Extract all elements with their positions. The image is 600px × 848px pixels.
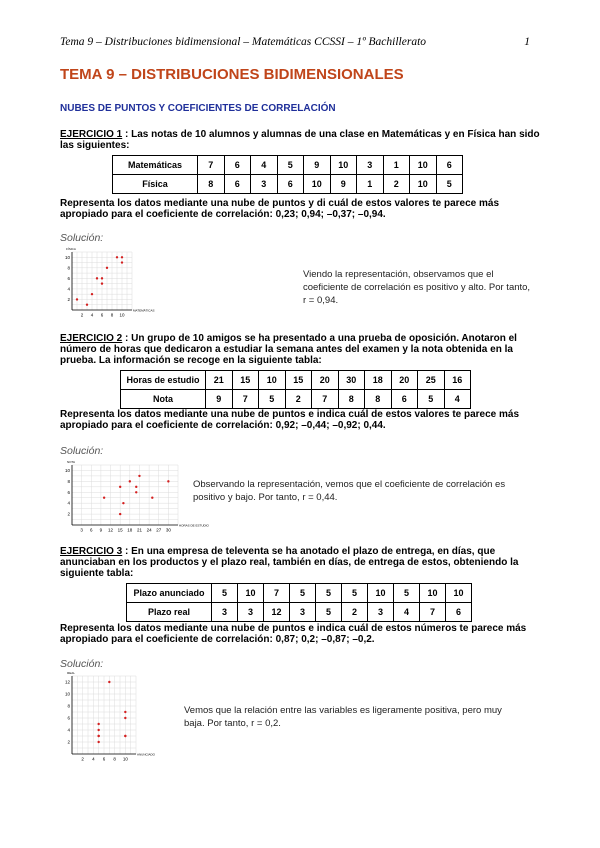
- ex3-question: Representa los datos mediante una nube de puntos e indica cuál de estos números te parece más apropiado para el coeficiente de correlación: 0,87; 0,2; –0,87; –0,2.: [60, 623, 527, 645]
- ex2-row2: [121, 390, 471, 409]
- ex3-row2-cell-1: 3: [212, 603, 238, 622]
- x-tick-label: 30: [165, 527, 171, 533]
- ex2-row1: [121, 371, 471, 390]
- data-point: [121, 256, 123, 258]
- ex3-row2-cell-9: 7: [420, 603, 446, 622]
- ex3-result: r = 0,2.: [251, 718, 281, 729]
- ex3-row2-cell-7: 3: [368, 603, 394, 622]
- ex1-question: Representa los datos mediante una nube de puntos y di cuál de estos valores te parece más apropiado para el coeficiente de correlación: 0,23; 0,94; –0,37; –0,94.: [60, 198, 500, 220]
- ex3-solution-label: Solución:: [60, 658, 104, 670]
- ex3-row1-cell-8: 5: [394, 584, 420, 603]
- ex1-row1-cell-4: 5: [277, 156, 304, 175]
- x-tick-label: 27: [156, 527, 162, 533]
- data-point: [91, 293, 93, 295]
- y-tick-label: 6: [67, 275, 70, 281]
- ex1-table: [112, 155, 463, 194]
- ex2-row1-cell-1: 21: [206, 371, 233, 390]
- ex2-row2-cell-6: 8: [338, 390, 365, 409]
- ex1-label: EJERCICIO 1: [60, 129, 123, 140]
- ex2-row1-cell-10: 16: [444, 371, 471, 390]
- ex1-scatter-plot: [58, 244, 158, 320]
- ex2-row2-label: Nota: [121, 390, 206, 409]
- y-tick-label: 2: [67, 739, 70, 745]
- x-tick-label: 3: [80, 527, 83, 533]
- ex3-intro: [60, 546, 540, 579]
- ex2-intro: [60, 333, 540, 366]
- ex2-row2-cell-8: 6: [391, 390, 418, 409]
- ex3-row1-cell-1: 5: [212, 584, 238, 603]
- ex1-solution-label: Solución:: [60, 232, 104, 244]
- ex2-row2-cell-3: 5: [259, 390, 286, 409]
- ex3-label: EJERCICIO 3: [60, 546, 123, 557]
- ex3-row2-cell-8: 4: [394, 603, 420, 622]
- x-axis-label: MATEMÁTICAS: [133, 308, 155, 313]
- data-point: [97, 723, 99, 725]
- x-tick-label: 12: [108, 527, 114, 533]
- data-point: [129, 480, 131, 482]
- ex2-row2-cell-2: 7: [232, 390, 259, 409]
- data-point: [103, 497, 105, 499]
- ex1-row2-cell-4: 6: [277, 175, 304, 194]
- data-point: [135, 491, 137, 493]
- ex1-explanation-text: Viendo la representación, observamos que el coeficiente de correlación es positivo y alto. Por tanto,: [303, 269, 531, 293]
- data-point: [97, 741, 99, 743]
- ex2-row1-cell-4: 15: [285, 371, 312, 390]
- x-tick-label: 6: [90, 527, 93, 533]
- x-tick-label: 18: [127, 527, 133, 533]
- ex2-row2-cell-1: 9: [206, 390, 233, 409]
- data-point: [106, 267, 108, 269]
- ex2-question: Representa los datos mediante una nube de puntos e indica cuál de estos valores te parece más apropiado para el coeficiente de correlación: 0,92; –0,44; –0,92; 0,44.: [60, 409, 520, 431]
- y-tick-label: 2: [67, 511, 70, 517]
- data-point: [124, 717, 126, 719]
- y-tick-label: 6: [67, 715, 70, 721]
- x-tick-label: 21: [136, 527, 142, 533]
- data-point: [86, 304, 88, 306]
- ex1-row2-cell-8: 2: [383, 175, 410, 194]
- data-point: [135, 486, 137, 488]
- ex3-row2-cell-5: 5: [316, 603, 342, 622]
- ex1-explanation: [303, 268, 533, 307]
- ex1-intro: [60, 129, 540, 151]
- ex3-row1-label: Plazo anunciado: [127, 584, 212, 603]
- x-tick-label: 24: [146, 527, 152, 533]
- ex1-row2-cell-1: 8: [198, 175, 225, 194]
- ex2-scatter-plot: [58, 457, 209, 537]
- ex1-row1-cell-2: 6: [224, 156, 251, 175]
- ex3-row2: [127, 603, 472, 622]
- ex1-row2-cell-5: 10: [304, 175, 331, 194]
- ex1-row1-cell-7: 3: [357, 156, 384, 175]
- ex2-result: r = 0,44.: [302, 492, 338, 503]
- ex1-row1-cell-8: 1: [383, 156, 410, 175]
- data-point: [101, 277, 103, 279]
- ex2-row2-cell-7: 8: [365, 390, 392, 409]
- y-tick-label: 4: [67, 286, 70, 292]
- ex2-row2-cell-10: 4: [444, 390, 471, 409]
- ex3-row1-cell-7: 10: [368, 584, 394, 603]
- ex3-row2-label: Plazo real: [127, 603, 212, 622]
- data-point: [116, 256, 118, 258]
- data-point: [122, 502, 124, 504]
- data-point: [124, 711, 126, 713]
- ex3-row2-cell-4: 3: [290, 603, 316, 622]
- ex3-row2-cell-2: 3: [238, 603, 264, 622]
- x-tick-label: 6: [100, 312, 104, 318]
- ex2-explanation: [193, 478, 523, 504]
- running-header: [60, 36, 530, 48]
- x-axis-label: HORAS DE ESTUDIO: [179, 523, 209, 528]
- page-title: TEMA 9 – DISTRIBUCIONES BIDIMENSIONALES: [60, 66, 404, 83]
- data-point: [138, 475, 140, 477]
- ex3-row1-cell-5: 5: [316, 584, 342, 603]
- x-tick-label: 4: [90, 312, 94, 318]
- ex3-table: [126, 583, 472, 622]
- data-point: [101, 282, 103, 284]
- y-tick-label: 10: [64, 467, 70, 473]
- ex3-explanation: [184, 704, 514, 730]
- y-tick-label: 12: [64, 679, 70, 685]
- ex3-row1-cell-10: 10: [446, 584, 472, 603]
- ex3-row2-cell-6: 2: [342, 603, 368, 622]
- ex1-row2-cell-3: 3: [251, 175, 278, 194]
- y-axis-label: NOTA: [66, 460, 76, 464]
- y-tick-label: 8: [67, 703, 70, 709]
- data-point: [76, 298, 78, 300]
- ex2-row1-cell-9: 25: [418, 371, 445, 390]
- running-title: Tema 9 – Distribuciones bidimensional – Matemáticas CCSSI – 1º Bachillerato: [60, 36, 427, 48]
- y-tick-label: 8: [67, 478, 70, 484]
- y-tick-label: 2: [67, 296, 70, 302]
- page-number: 1: [524, 36, 530, 48]
- ex3-row1-cell-3: 7: [264, 584, 290, 603]
- ex1-row1-cell-6: 10: [330, 156, 357, 175]
- ex2-row1-cell-5: 20: [312, 371, 339, 390]
- ex2-solution-label: Solución:: [60, 445, 104, 457]
- x-tick-label: 6: [102, 756, 106, 762]
- y-axis-label: REAL: [67, 671, 75, 675]
- ex1-row1-cell-1: 7: [198, 156, 225, 175]
- ex2-label: EJERCICIO 2: [60, 333, 123, 344]
- ex2-row1-label: Horas de estudio: [121, 371, 206, 390]
- x-tick-label: 15: [117, 527, 123, 533]
- ex3-row1-cell-4: 5: [290, 584, 316, 603]
- ex1-intro-text: : Las notas de 10 alumnos y alumnas de una clase en Matemáticas y en Física han sido las siguientes:: [60, 129, 540, 151]
- data-point: [121, 261, 123, 263]
- y-axis-label: FÍSICA: [66, 247, 76, 251]
- ex3-row1: [127, 584, 472, 603]
- ex3-row1-cell-2: 10: [238, 584, 264, 603]
- ex3-explanation-text: Vemos que la relación entre las variables es ligeramente positiva, pero muy baja. Por tanto,: [184, 705, 502, 729]
- ex1-row2: [113, 175, 463, 194]
- ex2-row1-cell-6: 30: [338, 371, 365, 390]
- ex1-result: r = 0,94.: [303, 295, 339, 306]
- ex1-row1-cell-5: 9: [304, 156, 331, 175]
- ex2-row1-cell-7: 18: [365, 371, 392, 390]
- ex2-row2-cell-9: 5: [418, 390, 445, 409]
- ex2-row1-cell-8: 20: [391, 371, 418, 390]
- x-tick-label: 2: [81, 756, 84, 762]
- ex1-row2-cell-10: 5: [436, 175, 463, 194]
- ex1-row2-cell-6: 9: [330, 175, 357, 194]
- x-tick-label: 10: [122, 756, 128, 762]
- ex1-row1-label: Matemáticas: [113, 156, 198, 175]
- ex2-explanation-text: Observando la representación, vemos que el coeficiente de correlación es positivo y bajo. Por tanto,: [193, 479, 506, 503]
- ex1-row2-cell-2: 6: [224, 175, 251, 194]
- x-axis-label: ANUNCIADO: [137, 752, 156, 757]
- ex3-intro-text: : En una empresa de televenta se ha anotado el plazo de entrega, en días, que anunciaban en los productos y el plazo real, también en días, de entrega de estos, obteniendo la siguiente tabla:: [60, 546, 519, 579]
- ex3-scatter-plot: [58, 670, 158, 764]
- data-point: [119, 513, 121, 515]
- data-point: [97, 735, 99, 737]
- data-point: [97, 729, 99, 731]
- data-point: [108, 681, 110, 683]
- ex2-row2-cell-5: 7: [312, 390, 339, 409]
- y-tick-label: 4: [67, 727, 70, 733]
- data-point: [167, 480, 169, 482]
- ex2-row2-cell-4: 2: [285, 390, 312, 409]
- x-tick-label: 8: [113, 756, 116, 762]
- data-point: [124, 735, 126, 737]
- section-subtitle: NUBES DE PUNTOS Y COEFICIENTES DE CORRELACIÓN: [60, 103, 336, 114]
- ex1-row1-cell-10: 6: [436, 156, 463, 175]
- ex1-row2-cell-9: 10: [410, 175, 437, 194]
- ex1-row2-cell-7: 1: [357, 175, 384, 194]
- ex3-row2-cell-10: 6: [446, 603, 472, 622]
- ex2-row1-cell-3: 10: [259, 371, 286, 390]
- y-tick-label: 8: [67, 265, 70, 271]
- ex3-row2-cell-3: 12: [264, 603, 290, 622]
- x-tick-label: 2: [80, 312, 84, 318]
- x-tick-label: 9: [99, 527, 103, 533]
- data-point: [96, 277, 98, 279]
- ex2-intro-text: : Un grupo de 10 amigos se ha presentado a una prueba de oposición. Anotaron el número de horas que dedicaron a estudiar la semana antes del examen y la nota obtenida en la prueba. La información se recoge en la siguiente tabla:: [60, 333, 517, 366]
- ex3-row1-cell-9: 10: [420, 584, 446, 603]
- y-tick-label: 4: [67, 500, 70, 506]
- ex1-row2-label: Física: [113, 175, 198, 194]
- x-tick-label: 10: [119, 312, 125, 318]
- y-tick-label: 10: [64, 691, 70, 697]
- y-tick-label: 10: [64, 254, 70, 260]
- ex2-table: [120, 370, 471, 409]
- ex1-row1-cell-3: 4: [251, 156, 278, 175]
- data-point: [151, 497, 153, 499]
- x-tick-label: 8: [110, 312, 114, 318]
- ex3-row1-cell-6: 5: [342, 584, 368, 603]
- ex1-row1: [113, 156, 463, 175]
- ex1-row1-cell-9: 10: [410, 156, 437, 175]
- y-tick-label: 6: [67, 489, 70, 495]
- data-point: [119, 486, 121, 488]
- x-tick-label: 4: [92, 756, 95, 762]
- ex2-row1-cell-2: 15: [232, 371, 259, 390]
